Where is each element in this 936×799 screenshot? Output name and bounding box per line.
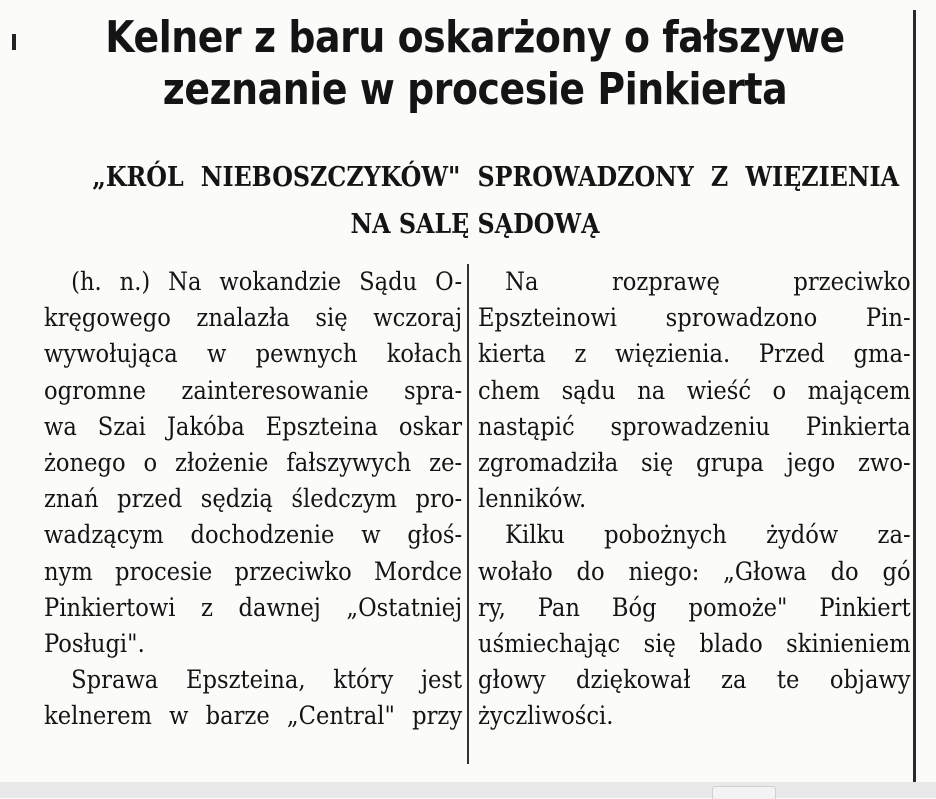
text-line: ry, Pan Bóg pomoże" Pinkiert xyxy=(478,592,911,622)
text-line: lenników. xyxy=(478,484,587,514)
subheadline xyxy=(92,154,900,248)
text-line: wadzącym dochodzenie w głoś- xyxy=(44,520,463,550)
text-line: Epszteinowi sprowadzono Pin- xyxy=(478,303,911,333)
subheadline-line-1: „KRÓL NIEBOSZCZYKÓW" SPROWADZONY Z WIĘZIENIA xyxy=(92,162,900,193)
text-line: znań przed sędzią śledczym pro- xyxy=(44,484,463,514)
text-line: wywołująca w pewnych kołach xyxy=(44,339,463,369)
text-line: Sprawa Epszteina, który jest xyxy=(71,665,463,695)
scroll-handle[interactable] xyxy=(712,786,776,799)
text-line: nym procesie przeciwko Mordce xyxy=(44,556,463,586)
headline xyxy=(101,12,849,116)
article-left-column xyxy=(44,264,462,734)
viewer-bottom-strip xyxy=(0,782,936,798)
text-line: ogromne zainteresowanie spra- xyxy=(44,375,463,405)
text-line: Posługi". xyxy=(44,628,145,658)
subheadline-line-2: NA SALĘ SĄDOWĄ xyxy=(350,209,600,240)
text-line: Pinkiertowi z dawnej „Ostatniej xyxy=(44,592,463,622)
text-line: wołało do niego: „Głowa do gó xyxy=(478,556,911,586)
text-line: kierta z więzienia. Przed gma- xyxy=(478,339,911,369)
text-line: kręgowego znalazła się wczoraj xyxy=(44,303,463,333)
page-edge-rule xyxy=(913,10,916,782)
edge-mark xyxy=(12,34,16,50)
text-line: żonego o złożenie fałszywych ze- xyxy=(44,447,463,477)
text-line: zgromadziła się grupa jego zwo- xyxy=(478,447,911,477)
headline-line-1: Kelner z baru oskarżony o fałszywe xyxy=(105,12,845,63)
text-line: chem sądu na wieść o mającem xyxy=(478,375,911,405)
text-line: nastąpić sprowadzeniu Pinkierta xyxy=(478,411,911,441)
headline-line-2: zeznanie w procesie Pinkierta xyxy=(162,64,788,115)
text-line: życzliwości. xyxy=(478,701,614,731)
text-line: głowy dziękował za te objawy xyxy=(478,665,911,695)
text-line: Kilku pobożnych żydów za- xyxy=(505,520,911,550)
text-line: wa Szai Jakóba Epszteina oskar xyxy=(44,411,463,441)
column-divider xyxy=(467,264,469,764)
text-line: kelnerem w barze „Central" przy xyxy=(44,701,463,731)
text-line: (h. n.) Na wokandzie Sądu O- xyxy=(71,267,463,296)
text-line: uśmiechając się blado skinieniem xyxy=(478,628,911,658)
text-line: Na rozprawę przeciwko xyxy=(505,267,911,296)
article-right-column xyxy=(478,264,910,734)
